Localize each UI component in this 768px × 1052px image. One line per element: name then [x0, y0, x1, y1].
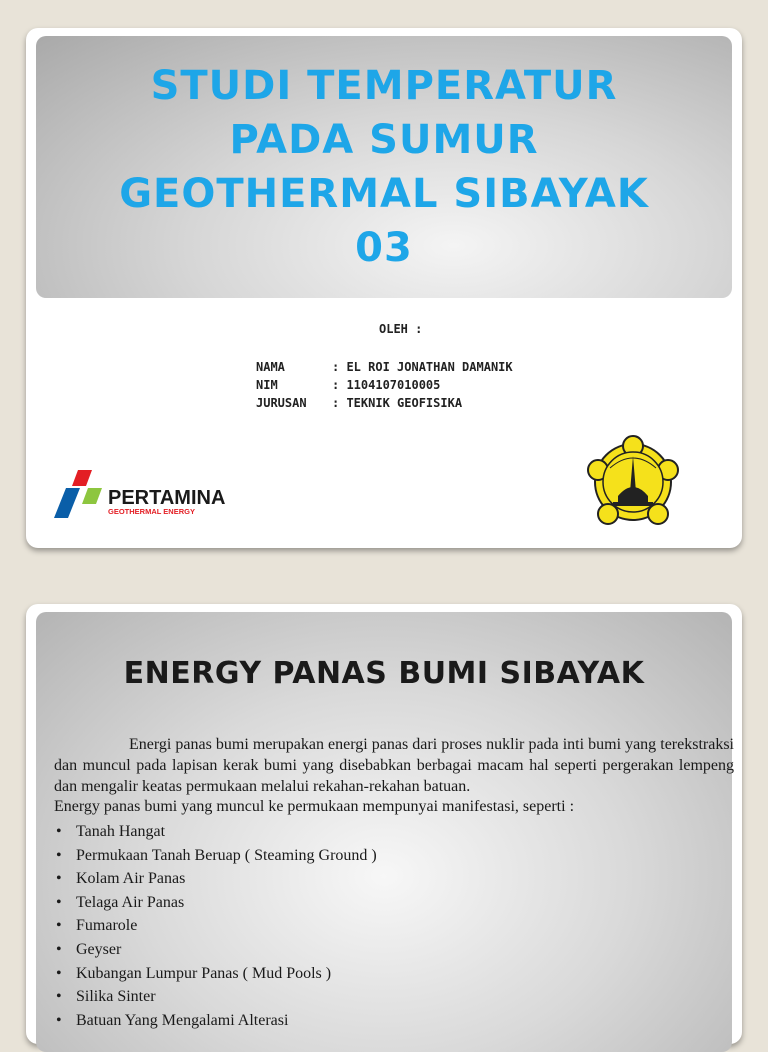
slide-title: ENERGY PANAS BUMI SIBAYAK — [123, 656, 645, 691]
list-item: • Permukaan Tanah Beruap ( Steaming Ground ) — [54, 844, 377, 868]
list-item: • Geyser — [54, 938, 377, 962]
info-value: : TEKNIK GEOFISIKA — [332, 396, 463, 410]
list-item: • Silika Sinter — [54, 985, 377, 1009]
info-row-jurusan — [256, 394, 513, 412]
list-item: • Kolam Air Panas — [54, 867, 377, 891]
info-value: : 1104107010005 — [332, 378, 441, 392]
list-item: • Kubangan Lumpur Panas ( Mud Pools ) — [54, 962, 377, 986]
list-item: • Tanah Hangat — [54, 820, 377, 844]
university-seal — [580, 438, 686, 526]
slide-2 — [26, 604, 742, 1044]
info-key: NAMA — [256, 360, 285, 374]
intro-text: Energy panas bumi yang muncul ke permukaan mempunyai manifestasi, seperti : — [54, 798, 575, 815]
pertamina-subtitle: GEOTHERMAL ENERGY — [108, 507, 195, 516]
oleh-label: OLEH : — [379, 322, 423, 336]
info-row-nama — [256, 358, 513, 376]
info-key: JURUSAN — [256, 396, 307, 410]
info-row-nim — [256, 376, 513, 394]
pertamina-logo — [52, 468, 226, 520]
content-banner — [36, 612, 732, 1052]
body-paragraph: Energi panas bumi merupakan energi panas dari proses nuklir pada inti bumi yang terekstraksi dan muncul pada lapisan kerak bumi yang disebabkan berbagai macam hal seperti pergerakan lempeng dan mengalir keatas permukaan melalui rekahan-rekahan batuan. — [54, 736, 734, 795]
manifestation-list — [54, 820, 377, 1032]
title-banner — [36, 36, 732, 298]
slide-title: STUDI TEMPERATUR PADA SUMUR GEOTHERMAL SIBAYAK 03 — [119, 63, 649, 271]
slide-1 — [26, 28, 742, 548]
info-value: : EL ROI JONATHAN DAMANIK — [332, 360, 513, 374]
pertamina-wordmark: PERTAMINA — [108, 487, 226, 509]
list-item: • Telaga Air Panas — [54, 891, 377, 915]
author-info — [256, 358, 513, 412]
list-item: • Fumarole — [54, 914, 377, 938]
info-key: NIM — [256, 378, 278, 392]
list-item: • Batuan Yang Mengalami Alterasi — [54, 1009, 377, 1033]
